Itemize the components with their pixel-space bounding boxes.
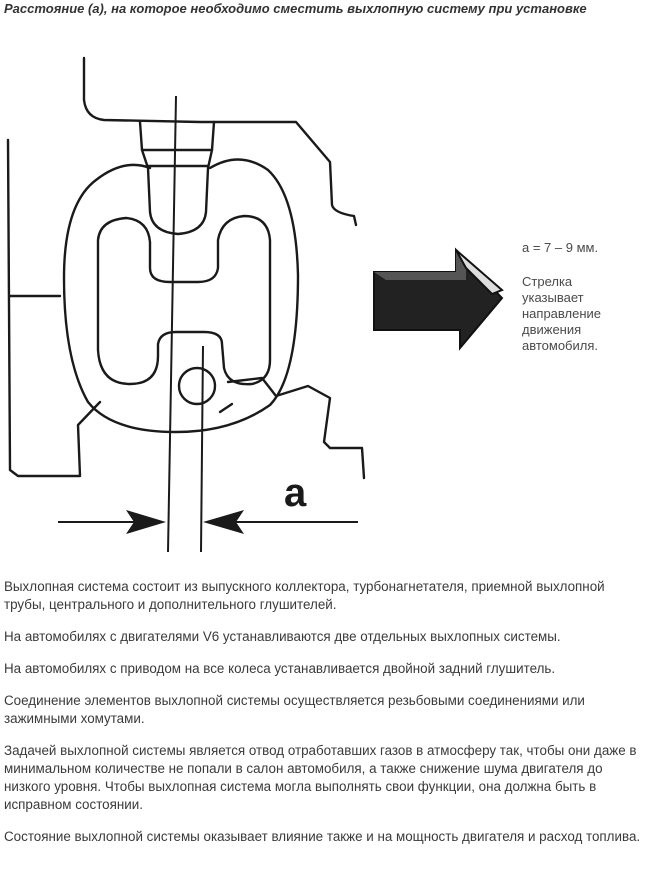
figure-caption: Расстояние (а), на которое необходимо сместить выхлопную систему при установке — [4, 1, 587, 16]
bracket-outline — [84, 58, 356, 225]
mount-hole — [179, 368, 215, 404]
direction-arrow-icon — [374, 250, 502, 348]
paragraph: Состояние выхлопной системы оказывает влияние также и на мощность двигателя и расход топлива. — [4, 829, 641, 844]
centerline-stud — [168, 96, 176, 552]
paragraph: Задачей выхлопной системы является отвод отработавших газов в атмосферу так, чтобы они даже в минимальном количестве не попали в салон автомобиля, а также снижение шума двигателя до низкого уровня. Чтобы выхлопная система могла выполнять свои функции, она должна быть в исправном состоянии. — [4, 743, 637, 812]
centerline-hole — [201, 346, 203, 552]
paragraph: Выхлопная система состоит из выпускного коллектора, турбонагнетателя, приемной выхлопной трубы, центрального и дополнительного глушителей. — [4, 579, 605, 612]
paragraph: На автомобилях с приводом на все колеса устанавливается двойной задний глушитель. — [4, 661, 556, 676]
article-body — [4, 578, 644, 860]
stud-head — [140, 122, 214, 234]
inner-cutout — [98, 216, 270, 384]
paragraph: Соединение элементов выхлопной системы осуществляется резьбовыми соединениями или зажимными хомутами. — [4, 693, 585, 726]
distance-note: a = 7 – 9 мм. — [522, 240, 599, 255]
dimension-label: a — [284, 471, 307, 515]
arrow-note: Стрелка указывает направление движения автомобиля. — [522, 274, 602, 353]
paragraph: На автомобилях с двигателями V6 устанавливаются две отдельных выхлопных системы. — [4, 629, 561, 644]
